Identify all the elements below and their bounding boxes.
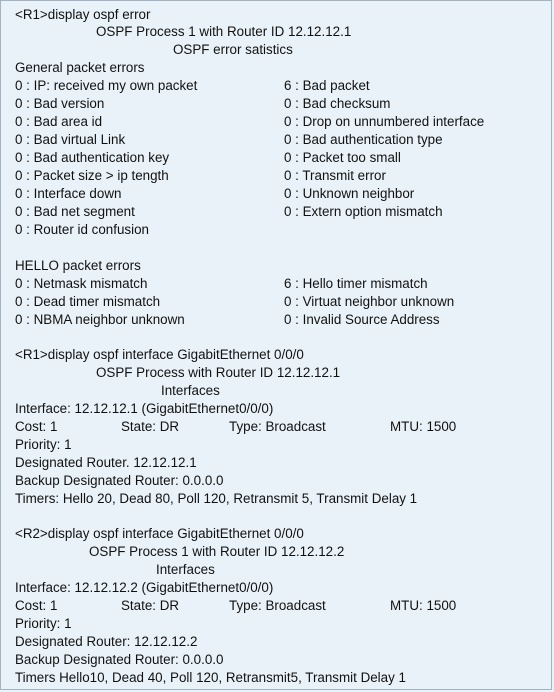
section-title: Interfaces [156, 562, 215, 577]
cost-value: Cost: 1 [15, 419, 58, 434]
error-counter: 0 : Virtuat neighbor unknown [284, 294, 455, 309]
process-line: OSPF Process 1 with Router ID 12.12.12.1 [96, 24, 352, 39]
type-value: Type: Broadcast [229, 419, 326, 434]
backup-designated-router: Backup Designated Router: 0.0.0.0 [15, 473, 224, 488]
process-line: OSPF Process with Router ID 12.12.12.1 [96, 365, 341, 380]
error-counter: 0 : Extern option mismatch [284, 204, 443, 219]
backup-designated-router: Backup Designated Router: 0.0.0.0 [15, 652, 224, 667]
process-line: OSPF Process 1 with Router ID 12.12.12.2 [89, 544, 345, 559]
priority-value: Priority: 1 [15, 616, 72, 631]
cost-value: Cost: 1 [15, 598, 58, 613]
mtu-value: MTU: 1500 [390, 419, 457, 434]
designated-router: Designated Router. 12.12.12.1 [15, 455, 197, 470]
error-counter: 0 : Invalid Source Address [284, 312, 440, 327]
interface-line: Interface: 12.12.12.2 (GigabitEthernet0/0/0) [15, 580, 274, 595]
section-title: Interfaces [161, 383, 220, 398]
error-counter: 0 : Transmit error [284, 168, 386, 183]
error-counter: 0 : Bad version [15, 96, 105, 111]
error-counter: 0 : Bad area id [15, 114, 103, 129]
priority-value: Priority: 1 [15, 437, 72, 452]
section-title: OSPF error satistics [173, 42, 293, 57]
section-heading: HELLO packet errors [15, 258, 141, 273]
error-counter: 6 : Hello timer mismatch [284, 276, 428, 291]
error-counter: 0 : Bad authentication type [284, 132, 443, 147]
error-counter: 0 : Interface down [15, 186, 122, 201]
error-counter: 0 : IP: received my own packet [15, 78, 198, 93]
error-counter: 6 : Bad packet [284, 78, 370, 93]
timers-line: Timers: Hello 20, Dead 80, Poll 120, Retransmit 5, Transmit Delay 1 [15, 491, 418, 506]
state-value: State: DR [121, 419, 180, 434]
state-value: State: DR [121, 598, 180, 613]
command-line: <R1>display ospf interface GigabitEthernet 0/0/0 [15, 347, 304, 362]
designated-router: Designated Router: 12.12.12.2 [15, 634, 198, 649]
interface-line: Interface: 12.12.12.1 (GigabitEthernet0/0/0) [15, 401, 274, 416]
command-line: <R1>display ospf error [15, 7, 151, 22]
timers-line: Timers Hello10, Dead 40, Poll 120, Retransmit5, Transmit Delay 1 [15, 670, 406, 685]
error-counter: 0 : Bad net segment [15, 204, 135, 219]
error-counter: 0 : Bad virtual Link [15, 132, 126, 147]
mtu-value: MTU: 1500 [390, 598, 457, 613]
error-counter: 0 : Drop on unnumbered interface [284, 114, 485, 129]
error-counter: 0 : Packet size > ip tength [15, 168, 169, 183]
error-counter: 0 : Dead timer mismatch [15, 294, 161, 309]
error-counter: 0 : Router id confusion [15, 222, 149, 237]
error-counter: 0 : Unknown neighbor [284, 186, 415, 201]
error-counter: 0 : Bad checksum [284, 96, 391, 111]
error-counter: 0 : Packet too small [284, 150, 401, 165]
type-value: Type: Broadcast [229, 598, 326, 613]
error-counter: 0 : Netmask mismatch [15, 276, 148, 291]
error-counter: 0 : NBMA neighbor unknown [15, 312, 185, 327]
command-line: <R2>display ospf interface GigabitEthernet 0/0/0 [15, 526, 304, 541]
section-heading: General packet errors [15, 60, 145, 75]
error-counter: 0 : Bad authentication key [15, 150, 170, 165]
